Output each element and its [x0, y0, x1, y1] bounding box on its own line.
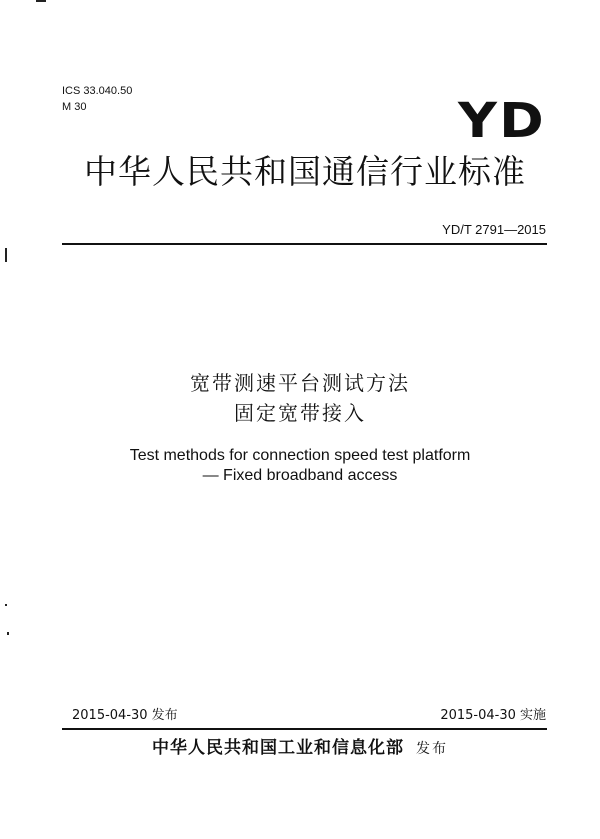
english-title-line-2: — Fixed broadband access: [202, 467, 398, 484]
ics-code: ICS 33.040.50: [62, 85, 133, 97]
issuer-verb: 发布: [416, 741, 448, 757]
header-divider: [62, 243, 547, 245]
chinese-title: [62, 368, 538, 428]
chinese-title-line-1: 宽带测速平台测试方法: [190, 371, 410, 395]
yd-logo: YD: [457, 93, 546, 149]
scan-mark-top: [36, 0, 46, 2]
issuer-name: 中华人民共和国工业和信息化部: [152, 738, 404, 758]
issue-date: 2015-04-30 发布: [72, 708, 178, 723]
implementation-date: 2015-04-30 实施: [440, 708, 546, 723]
english-title: [62, 446, 538, 486]
standard-title: 中华人民共和国通信行业标准: [84, 152, 526, 191]
english-title-line-1: Test methods for connection speed test platform: [129, 447, 471, 464]
classification-code: M 30: [62, 101, 87, 113]
scan-mark: [5, 248, 7, 262]
footer-divider: [62, 728, 547, 730]
issuer-line: [62, 736, 538, 761]
scan-dot: [7, 632, 9, 635]
scan-dot: [5, 604, 7, 606]
chinese-title-line-2: 固定宽带接入: [234, 401, 366, 425]
standard-number: YD/T 2791—2015: [442, 222, 546, 237]
